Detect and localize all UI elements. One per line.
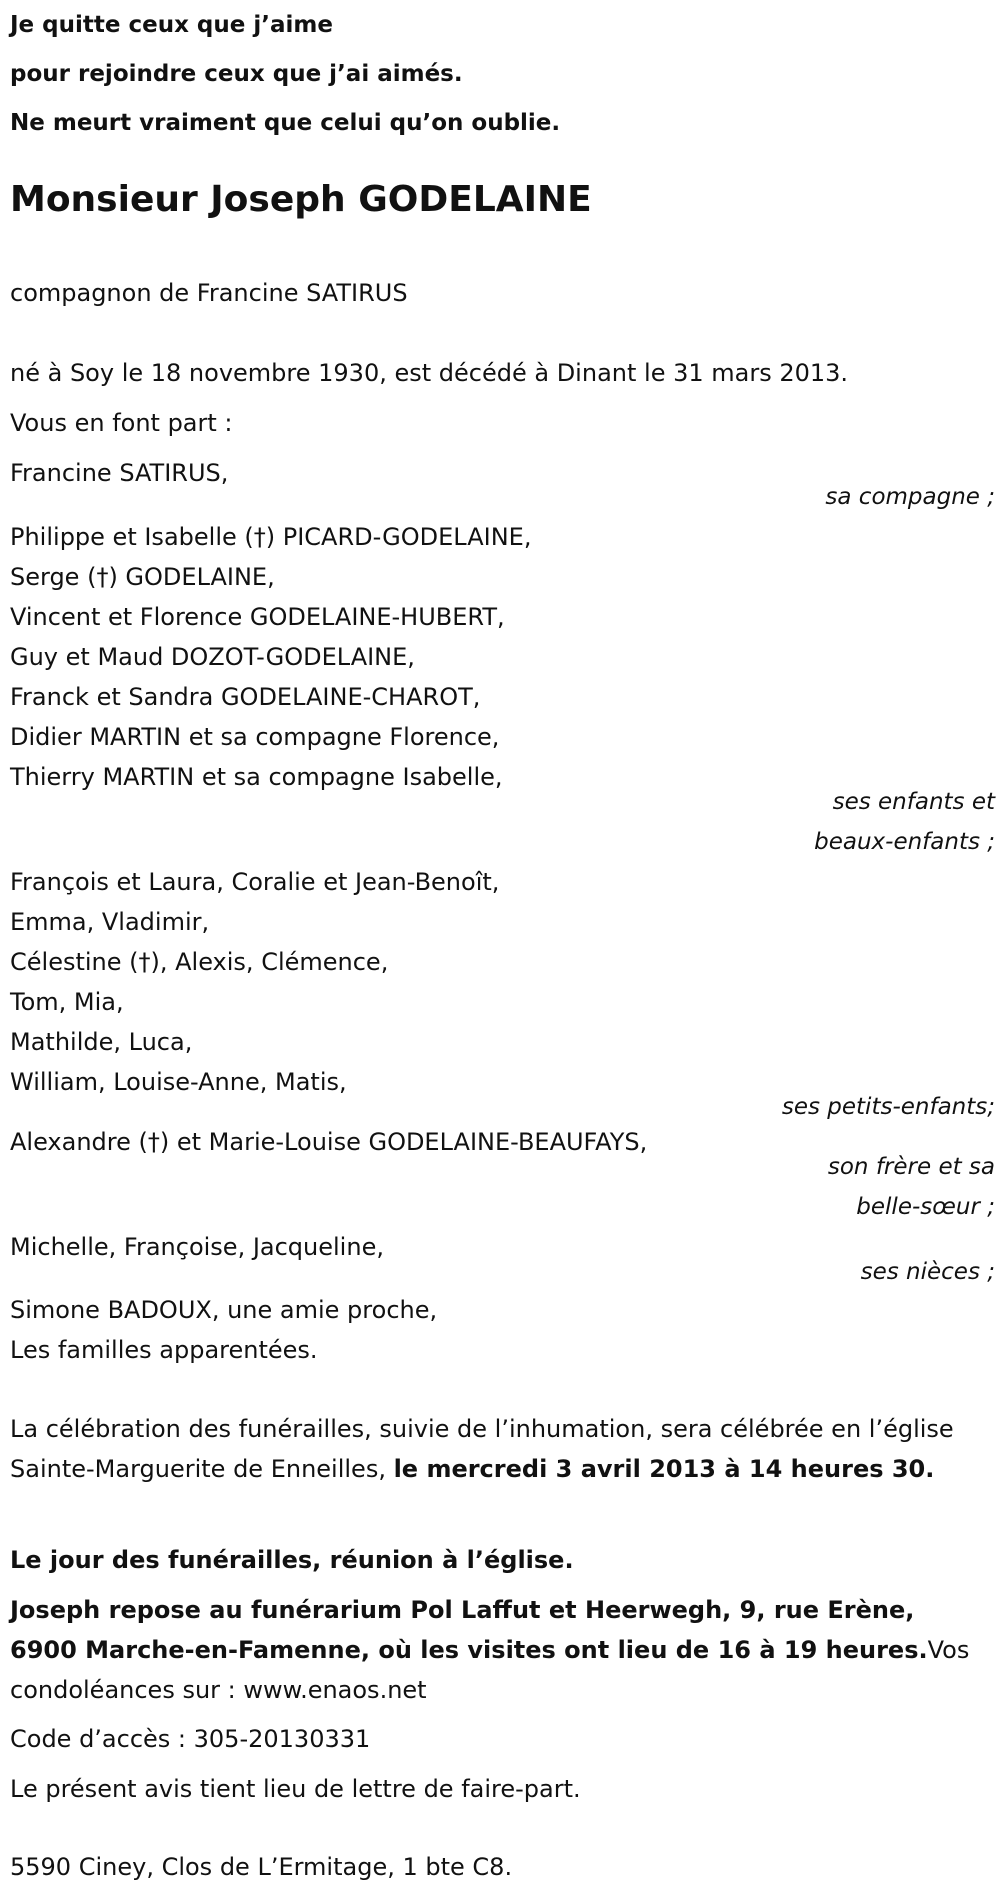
list-item: Guy et Maud DOZOT-GODELAINE,: [10, 643, 415, 671]
deceased-name: Monsieur Joseph GODELAINE: [10, 179, 592, 220]
list-item: William, Louise-Anne, Matis,: [10, 1068, 347, 1096]
list-item: Didier MARTIN et sa compagne Florence,: [10, 723, 500, 751]
role-line: ses petits-enfants;: [781, 1094, 995, 1120]
notice-line: Le présent avis tient lieu de lettre de faire-part.: [10, 1775, 581, 1803]
list-item: Simone BADOUX, une amie proche,: [10, 1296, 438, 1324]
partner-role: [825, 477, 995, 517]
condolences-text: Vos condoléances sur : www.enaos.net: [10, 1636, 970, 1704]
quote-line: Je quitte ceux que j’aime: [10, 12, 333, 38]
nieces-list: [10, 1227, 384, 1267]
funeral-paragraph: [10, 1409, 980, 1489]
access-code-line: Code d’accès : 305-20130331: [10, 1725, 371, 1753]
role-line: belle-sœur ;: [856, 1194, 995, 1220]
role-line: sa compagne ;: [825, 484, 995, 510]
grandchildren-role: [782, 1087, 995, 1127]
list-item: Alexandre (†) et Marie-Louise GODELAINE-BEAUFAYS,: [10, 1128, 648, 1156]
list-item: Francine SATIRUS,: [10, 459, 229, 487]
quote-line: pour rejoindre ceux que j’ai aimés.: [10, 61, 463, 87]
list-item: Les familles apparentées.: [10, 1336, 318, 1364]
announce-line: Vous en font part :: [10, 409, 233, 437]
role-line: beaux-enfants ;: [814, 829, 995, 855]
list-item: Emma, Vladimir,: [10, 908, 210, 936]
funeral-date: le mercredi 3 avril 2013 à 14 heures 30.: [393, 1455, 935, 1483]
children-role: [814, 782, 995, 862]
birth-death-line: né à Soy le 18 novembre 1930, est décédé à Dinant le 31 mars 2013.: [10, 359, 849, 387]
address-line: 5590 Ciney, Clos de L’Ermitage, 1 bte C8.: [10, 1853, 513, 1881]
sibling-list: [10, 1122, 647, 1162]
list-item: Vincent et Florence GODELAINE-HUBERT,: [10, 603, 505, 631]
role-line: ses enfants et: [832, 789, 995, 815]
nieces-role: [861, 1252, 995, 1292]
list-item: Mathilde, Luca,: [10, 1028, 193, 1056]
epitaph-quote: [10, 1, 810, 148]
list-item: Célestine (†), Alexis, Clémence,: [10, 948, 389, 976]
children-list: [10, 517, 531, 797]
list-item: Franck et Sandra GODELAINE-CHAROT,: [10, 683, 481, 711]
repose-text: Joseph repose au funérarium Pol Laffut et Heerwegh, 9, rue Erène, 6900 Marche-en-Famenne, où les visites ont lieu de 16 à 19 heures.: [10, 1596, 928, 1664]
grandchildren-list: [10, 862, 499, 1102]
list-item: Tom, Mia,: [10, 988, 124, 1016]
others-list: [10, 1290, 437, 1370]
list-item: Michelle, Françoise, Jacqueline,: [10, 1233, 384, 1261]
role-line: son frère et sa: [827, 1154, 995, 1180]
meeting-line: Le jour des funérailles, réunion à l’église.: [10, 1546, 574, 1574]
funeral-text: La célébration des funérailles, suivie de l’inhumation, sera célébrée en l’église Sainte-Marguerite de Enneilles,: [10, 1415, 954, 1483]
quote-line: Ne meurt vraiment que celui qu’on oublie.: [10, 110, 561, 136]
partner-list: [10, 453, 228, 493]
sibling-role: [828, 1147, 995, 1227]
list-item: Serge (†) GODELAINE,: [10, 563, 275, 591]
companion-line: compagnon de Francine SATIRUS: [10, 279, 408, 307]
repose-paragraph: [10, 1590, 980, 1710]
list-item: Philippe et Isabelle (†) PICARD-GODELAINE,: [10, 523, 532, 551]
list-item: Thierry MARTIN et sa compagne Isabelle,: [10, 763, 503, 791]
list-item: François et Laura, Coralie et Jean-Benoît,: [10, 868, 500, 896]
role-line: ses nièces ;: [860, 1259, 995, 1285]
